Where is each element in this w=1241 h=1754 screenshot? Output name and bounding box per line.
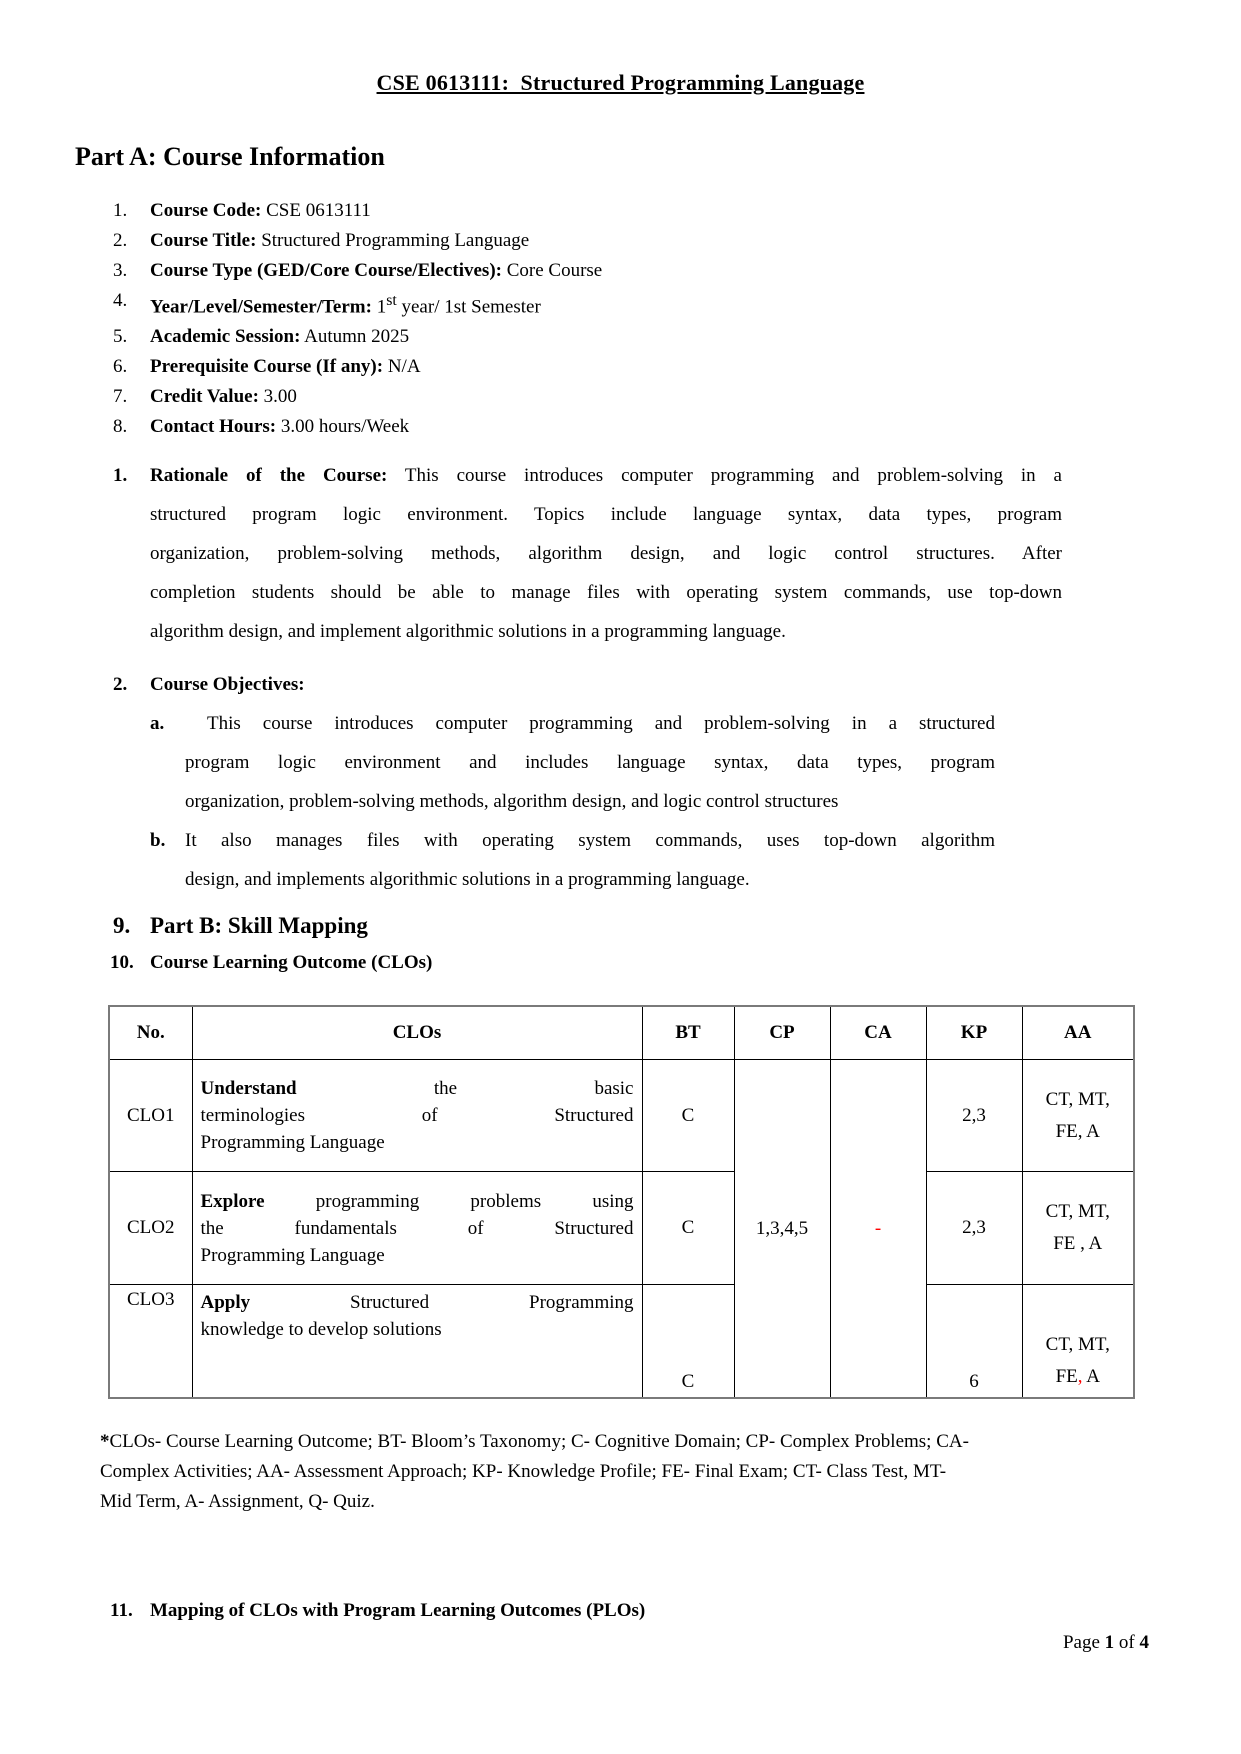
mapping-section-heading: 11. Mapping of CLOs with Program Learning Outcomes (PLOs) <box>75 1597 1166 1625</box>
page-number: 1 <box>1104 1632 1115 1653</box>
list-item-year-semester <box>75 286 1166 322</box>
header-ca: CA <box>830 1006 926 1060</box>
cell-aa: CT, MT, FE , A <box>1022 1172 1134 1285</box>
list-item-course-code <box>75 196 1166 226</box>
item-number: 1. <box>113 200 128 221</box>
item-number: 9. <box>113 913 131 939</box>
cell-bt: C <box>642 1060 734 1172</box>
clo-section-heading: 10. Course Learning Outcome (CLOs) <box>75 949 1166 977</box>
item-value: Autumn 2025 <box>304 326 410 348</box>
cell-no: CLO2 <box>109 1172 192 1285</box>
header-cp: CP <box>734 1006 830 1060</box>
item-letter: b. <box>150 830 166 852</box>
list-item-course-title <box>75 226 1166 256</box>
objective-b <box>75 821 1166 899</box>
footnote-line: Mid Term, A- Assignment, Q- Quiz. <box>100 1490 375 1512</box>
rationale-line: Rationale of the Course: This course introduces computer programming and problem-solving in a <box>150 465 1062 487</box>
page-title: CSE 0613111: Structured Programming Language <box>376 70 865 95</box>
item-number: 6. <box>113 356 128 378</box>
item-value: CSE 0613111 <box>266 200 371 221</box>
rationale-line: organization, problem-solving methods, algorithm design, and logic control structures. After <box>150 543 1062 565</box>
item-value: 3.00 <box>263 386 297 408</box>
rationale-item <box>75 456 1166 651</box>
header-no: No. <box>109 1006 192 1060</box>
item-label: Course Code: <box>150 200 262 221</box>
cell-kp: 2,3 <box>926 1172 1022 1285</box>
objective-line: program logic environment and includes language syntax, data types, program <box>185 752 995 774</box>
item-number: 11. <box>110 1599 133 1621</box>
item-label: Course Title: <box>150 230 257 251</box>
item-label: Credit Value: <box>150 386 259 408</box>
item-value: N/A <box>387 356 421 378</box>
footnote-line: *CLOs- Course Learning Outcome; BT- Bloom’s Taxonomy; C- Cognitive Domain; CP- Complex Problems; CA- <box>100 1430 969 1452</box>
rationale-line: completion students should be able to manage files with operating system commands, use top-down <box>150 582 1062 604</box>
item-label: Academic Session: <box>150 326 301 348</box>
item-value: Structured Programming Language <box>261 230 530 251</box>
part-b-heading: 9. Part B: Skill Mapping <box>75 909 1166 943</box>
cell-no: CLO1 <box>109 1060 192 1172</box>
objective-line: This course introduces computer programming and problem-solving in a structured <box>185 713 995 735</box>
header-clos: CLOs <box>192 1006 642 1060</box>
clo-table <box>108 1005 1135 1399</box>
objective-line: design, and implements algorithmic solutions in a programming language. <box>185 869 750 891</box>
list-item-contact-hours <box>75 412 1166 442</box>
cell-clos: Explore programming problems using the fundamentals of Structured Programming Language <box>192 1172 642 1285</box>
table-row-clo1 <box>109 1060 1134 1172</box>
item-label: Prerequisite Course (If any): <box>150 356 384 378</box>
footer-text: Page <box>1062 1632 1105 1653</box>
cell-clos: Understand the basic terminologies of Structured Programming Language <box>192 1060 642 1172</box>
list-item-academic-session <box>75 322 1166 352</box>
item-value: 3.00 hours/Week <box>280 416 410 438</box>
cell-aa: CT, MT, FE, A <box>1022 1285 1134 1398</box>
part-a-heading: Part A: Course Information <box>75 142 385 171</box>
footnote-line: Complex Activities; AA- Assessment Approach; KP- Knowledge Profile; FE- Final Exam; CT- Class Test, MT- <box>100 1460 947 1482</box>
rationale-line: algorithm design, and implement algorithmic solutions in a programming language. <box>150 621 786 643</box>
asterisk: * <box>100 1430 110 1452</box>
table-header-row <box>109 1006 1134 1060</box>
header-bt: BT <box>642 1006 734 1060</box>
item-label: Rationale of the Course: <box>150 465 388 487</box>
objective-a-paragraph <box>185 704 995 821</box>
page-total: 4 <box>1139 1632 1149 1653</box>
item-label: Contact Hours: <box>150 416 277 438</box>
item-value: 1 <box>376 296 387 318</box>
item-number: 2. <box>113 230 128 251</box>
item-number: 3. <box>113 260 128 281</box>
objective-a <box>75 704 1166 821</box>
item-number: 10. <box>110 952 134 974</box>
red-comma: , <box>1077 1365 1083 1387</box>
objective-line: It also manages files with operating system commands, uses top-down algorithm <box>185 830 995 852</box>
cell-cp-merged: 1,3,4,5 <box>734 1060 830 1398</box>
item-number: 8. <box>113 416 128 438</box>
course-info-list <box>75 196 1166 442</box>
table-row-clo2 <box>109 1172 1134 1285</box>
cell-no: CLO3 <box>109 1285 192 1398</box>
item-label: Year/Level/Semester/Term: <box>150 296 372 318</box>
ordinal-superscript: st <box>386 292 397 309</box>
cell-clos: Apply Structured Programming knowledge to develop solutions <box>192 1285 642 1398</box>
rationale-line: structured program logic environment. Topics include language syntax, data types, program <box>150 504 1062 526</box>
list-item-prerequisite <box>75 352 1166 382</box>
objective-line: organization, problem-solving methods, algorithm design, and logic control structures <box>185 791 839 813</box>
item-label: Course Type (GED/Core Course/Electives): <box>150 260 502 281</box>
table-row-clo3 <box>109 1285 1134 1398</box>
item-letter: a. <box>150 713 165 735</box>
item-number: 2. <box>113 674 128 696</box>
objectives-item <box>75 665 1166 704</box>
cell-kp: 2,3 <box>926 1060 1022 1172</box>
rationale-paragraph <box>150 456 1062 651</box>
cell-kp: 6 <box>926 1285 1022 1398</box>
table-footnote <box>100 1427 1200 1517</box>
cell-bt: C <box>642 1172 734 1285</box>
cell-ca-merged: - <box>830 1060 926 1398</box>
item-number: 4. <box>113 290 128 311</box>
header-aa: AA <box>1022 1006 1134 1060</box>
cell-aa: CT, MT, FE, A <box>1022 1060 1134 1172</box>
list-item-course-type <box>75 256 1166 286</box>
item-value: year/ 1st Semester <box>396 296 541 318</box>
cell-bt: C <box>642 1285 734 1398</box>
header-kp: KP <box>926 1006 1022 1060</box>
item-label: Course Objectives: <box>150 674 305 696</box>
page-footer: Page 1 of 4 <box>1062 1632 1149 1653</box>
item-number: 1. <box>113 465 128 487</box>
item-number: 5. <box>113 326 128 348</box>
item-number: 7. <box>113 386 128 408</box>
objective-b-paragraph <box>185 821 995 899</box>
list-item-credit-value <box>75 382 1166 412</box>
item-value: Core Course <box>506 260 603 281</box>
